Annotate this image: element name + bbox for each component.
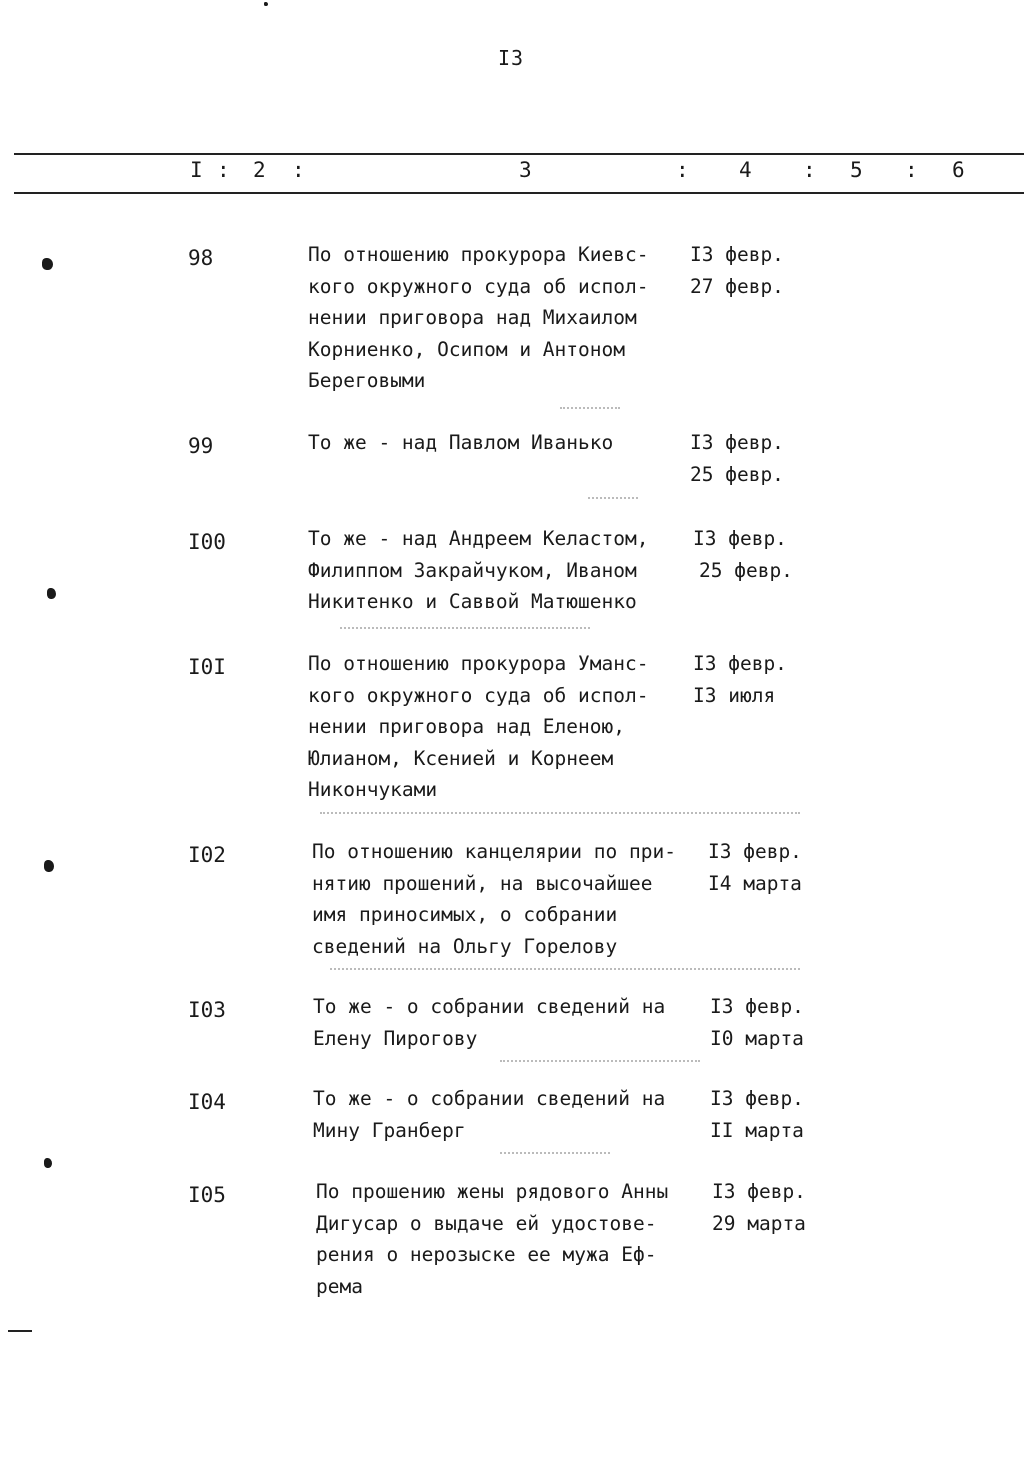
entry-title: То же - о собрании сведений на Елену Пирогову xyxy=(313,995,666,1050)
column-header-2: 2 xyxy=(253,158,266,182)
entry-end-date: 29 марта xyxy=(712,1211,806,1235)
entry-title: То же - над Павлом Иванько xyxy=(308,431,614,454)
divider-dots xyxy=(330,968,800,970)
column-separator: : xyxy=(217,158,230,182)
margin-mark xyxy=(8,1330,32,1332)
header-bottom-rule xyxy=(14,192,1024,194)
scan-speck xyxy=(47,588,56,599)
divider-dots xyxy=(588,497,638,499)
entry-number: I02 xyxy=(188,843,226,867)
page-number: I3 xyxy=(498,46,525,70)
scan-speck xyxy=(264,2,268,6)
column-header-6: 6 xyxy=(952,158,965,182)
column-header-1: I xyxy=(190,158,203,182)
column-header-3: 3 xyxy=(519,158,532,182)
entry-start-date: I3 февр. xyxy=(710,1087,804,1110)
column-separator: : xyxy=(292,158,305,182)
entry-number: I00 xyxy=(188,530,226,554)
entry-end-date: 25 февр. xyxy=(690,462,784,486)
entry-dates xyxy=(690,239,830,302)
entry-end-date: II марта xyxy=(710,1118,804,1142)
scan-speck xyxy=(42,258,53,270)
column-separator: : xyxy=(803,158,816,182)
entry-number: I05 xyxy=(188,1183,226,1207)
entry-dates xyxy=(712,1176,852,1239)
entry-start-date: I3 февр. xyxy=(693,527,787,550)
entry-dates xyxy=(710,1083,850,1146)
entry-end-date: 27 февр. xyxy=(690,274,784,298)
entry-end-date: 25 февр. xyxy=(699,558,793,582)
entry-number: I0I xyxy=(188,655,226,679)
column-separator: : xyxy=(905,158,918,182)
entry-title: То же - над Андреем Келастом, Филиппом Закрайчуком, Иваном Никитенко и Саввой Матюшенко xyxy=(308,527,649,613)
scan-speck xyxy=(44,1158,52,1168)
entry-number: I04 xyxy=(188,1090,226,1114)
entry-title: По отношению канцелярии по при- нятию прошений, на высочайшее имя приносимых, о собрании сведений на Ольгу Горелову xyxy=(312,840,676,958)
entry-start-date: I3 февр. xyxy=(712,1180,806,1203)
entry-dates xyxy=(693,648,833,711)
entry-number: I03 xyxy=(188,998,226,1022)
entry-start-date: I3 февр. xyxy=(693,652,787,675)
entry-number: 99 xyxy=(188,434,214,458)
entry-start-date: I3 февр. xyxy=(690,243,784,266)
entry-title: По прошению жены рядового Анны Дигусар о выдаче ей удостове- рения о нерозыске ее мужа Еф- рема xyxy=(316,1180,669,1298)
entry-dates xyxy=(693,523,833,586)
header-top-rule xyxy=(14,153,1024,155)
divider-dots xyxy=(500,1060,700,1062)
column-header-4: 4 xyxy=(739,158,752,182)
entry-title: По отношению прокурора Уманс- кого окружного суда об испол- нении приговора над Еленою, Юлианом, Ксенией и Корнеем Никончуками xyxy=(308,652,649,801)
column-header-5: 5 xyxy=(850,158,863,182)
entry-end-date: I0 марта xyxy=(710,1026,804,1050)
divider-dots xyxy=(500,1152,610,1154)
entry-end-date: I3 июля xyxy=(693,683,776,707)
entry-start-date: I3 февр. xyxy=(708,840,802,863)
divider-dots xyxy=(560,407,620,409)
entry-dates xyxy=(710,991,850,1054)
entry-dates xyxy=(690,427,830,490)
scan-speck xyxy=(44,860,54,872)
divider-dots xyxy=(320,812,800,814)
entry-start-date: I3 февр. xyxy=(690,431,784,454)
entry-title: То же - о собрании сведений на Мину Гранберг xyxy=(313,1087,666,1142)
divider-dots xyxy=(340,627,590,629)
entry-title: По отношению прокурора Киевс- кого окружного суда об испол- нении приговора над Михаилом Корниенко, Осипом и Антоном Береговыми xyxy=(308,243,649,392)
entry-start-date: I3 февр. xyxy=(710,995,804,1018)
entry-dates xyxy=(708,836,848,899)
column-separator: : xyxy=(676,158,689,182)
entry-end-date: I4 марта xyxy=(708,871,802,895)
entry-number: 98 xyxy=(188,246,214,270)
